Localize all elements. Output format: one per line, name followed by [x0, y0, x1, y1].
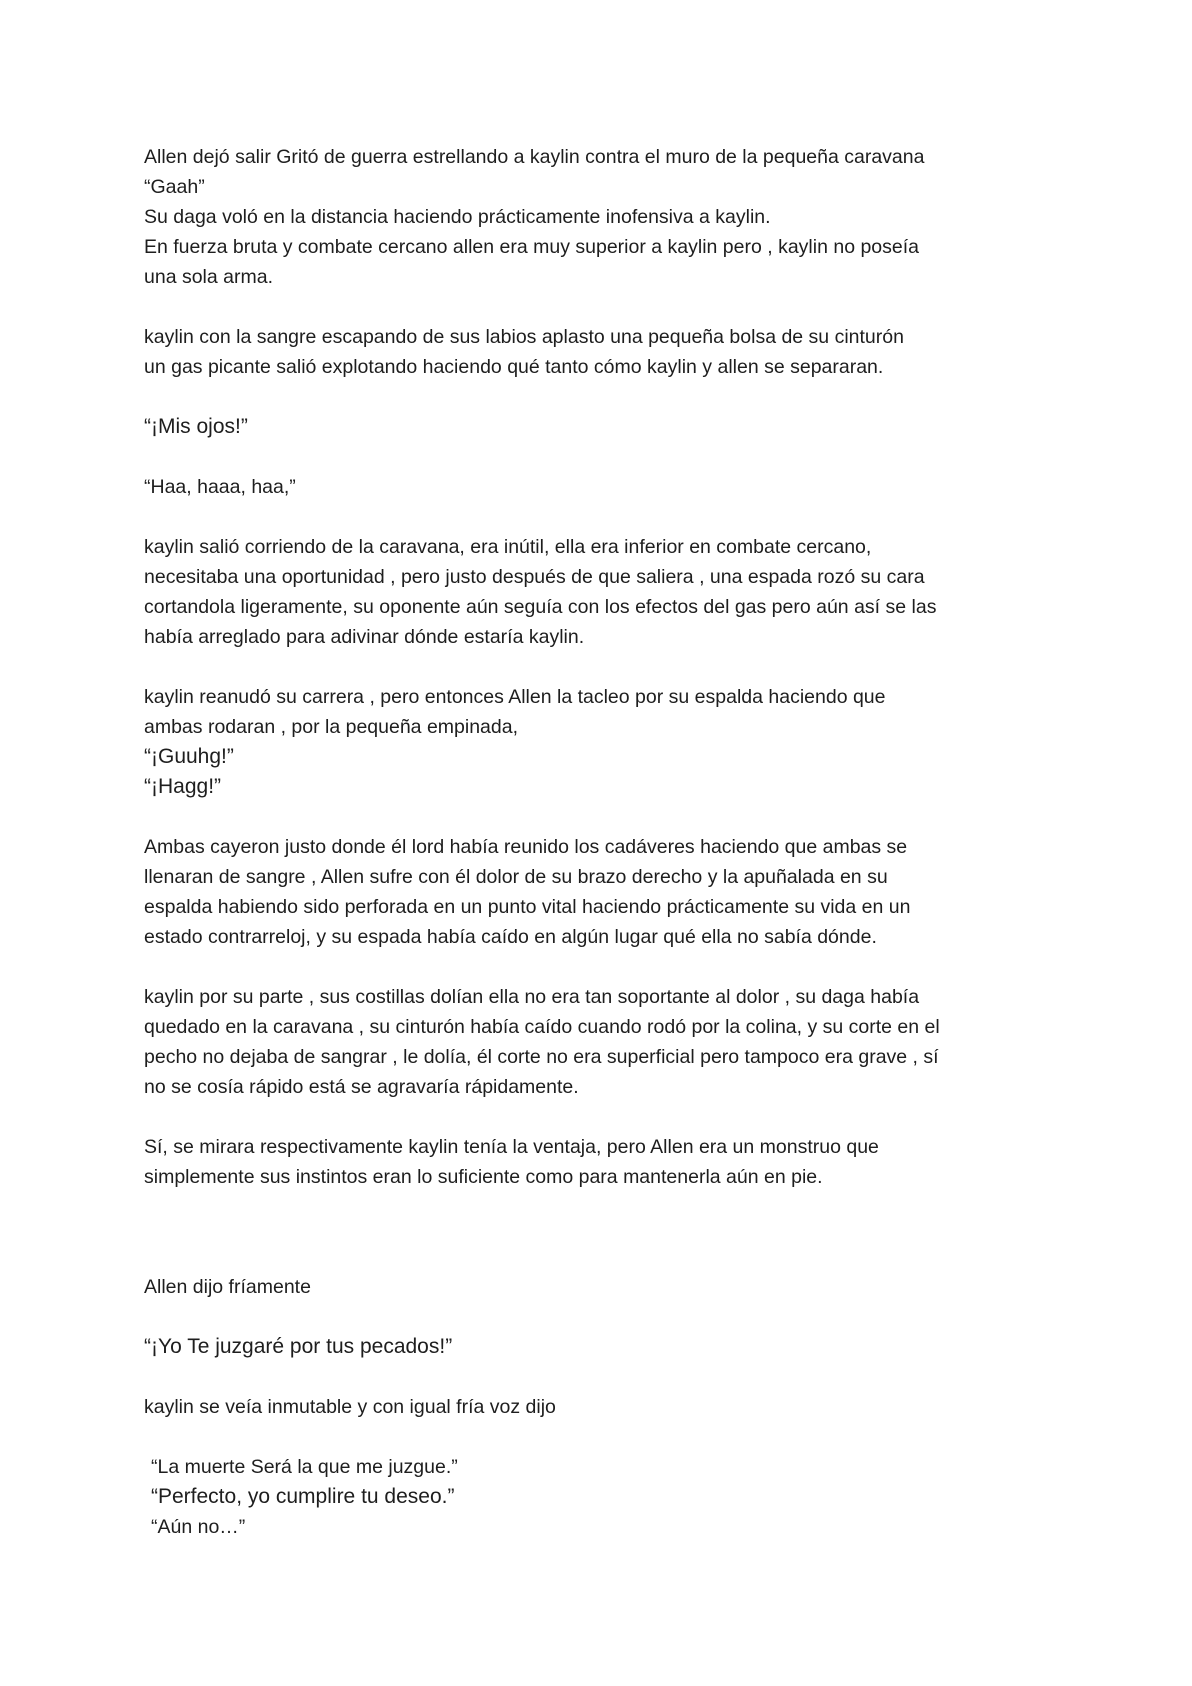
dialogue-line: “¡Hagg!” — [144, 775, 222, 798]
dialogue-line: “Aún no…” — [151, 1516, 246, 1538]
paragraph — [144, 322, 1074, 382]
text-line: Allen dijo fríamente — [144, 1276, 311, 1298]
paragraph-spacer — [144, 1362, 1074, 1392]
dialogue-line: “Perfecto, yo cumplire tu deseo.” — [151, 1485, 455, 1508]
paragraph — [144, 142, 1074, 292]
paragraph-spacer — [144, 1242, 1074, 1272]
paragraph-spacer — [144, 1302, 1074, 1332]
paragraph-spacer — [144, 292, 1074, 322]
text-line: necesitaba una oportunidad , pero justo después de que saliera , una espada rozó su cara — [144, 566, 925, 588]
paragraph-spacer — [144, 1192, 1074, 1242]
text-line: En fuerza bruta y combate cercano allen era muy superior a kaylin pero , kaylin no poseía — [144, 236, 920, 258]
paragraph — [144, 1332, 1074, 1362]
text-line: kaylin por su parte , sus costillas dolían ella no era tan soportante al dolor , su daga había — [144, 986, 920, 1008]
dialogue-line: “Haa, haaa, haa,” — [144, 476, 296, 498]
text-line: espalda habiendo sido perforada en un punto vital haciendo prácticamente su vida en un — [144, 896, 911, 918]
text-line: kaylin reanudó su carrera , pero entonces Allen la tacleo por su espalda haciendo que — [144, 686, 886, 708]
dialogue-line: “¡Guuhg!” — [144, 745, 234, 768]
paragraph — [144, 982, 1074, 1102]
dialogue-line: “La muerte Será la que me juzgue.” — [151, 1456, 458, 1478]
text-line: kaylin con la sangre escapando de sus labios aplasto una pequeña bolsa de su cinturón — [144, 326, 904, 348]
text-line: Ambas cayeron justo donde él lord había reunido los cadáveres haciendo que ambas se — [144, 836, 908, 858]
paragraph — [144, 1132, 1074, 1192]
dialogue-line: “¡Mis ojos!” — [144, 415, 248, 438]
text-line: llenaran de sangre , Allen sufre con él dolor de su brazo derecho y la apuñalada en su — [144, 866, 888, 888]
text-line: Su daga voló en la distancia haciendo prácticamente inofensiva a kaylin. — [144, 206, 771, 228]
paragraph — [144, 1272, 1074, 1302]
paragraph — [144, 1392, 1074, 1422]
text-line: cortandola ligeramente, su oponente aún seguía con los efectos del gas pero aún así se las — [144, 596, 937, 618]
paragraph-spacer — [144, 382, 1074, 412]
paragraph-spacer — [144, 1422, 1074, 1452]
paragraph-spacer — [144, 442, 1074, 472]
text-line: kaylin salió corriendo de la caravana, era inútil, ella era inferior en combate cercano, — [144, 536, 872, 558]
dialogue-line: “Gaah” — [144, 176, 205, 198]
text-line: Sí, se mirara respectivamente kaylin tenía la ventaja, pero Allen era un monstruo que — [144, 1136, 879, 1158]
text-line: ambas rodaran , por la pequeña empinada, — [144, 716, 519, 738]
document-body — [144, 142, 1074, 1542]
paragraph-spacer — [144, 652, 1074, 682]
paragraph — [144, 832, 1074, 952]
paragraph — [144, 412, 1074, 442]
text-line: pecho no dejaba de sangrar , le dolía, él corte no era superficial pero tampoco era grave , sí — [144, 1046, 939, 1068]
paragraph-spacer — [144, 802, 1074, 832]
dialogue-line: “¡Yo Te juzgaré por tus pecados!” — [144, 1335, 453, 1358]
paragraph — [144, 532, 1074, 652]
text-line: un gas picante salió explotando haciendo qué tanto cómo kaylin y allen se separaran. — [144, 356, 884, 378]
text-line: estado contrarreloj, y su espada había caído en algún lugar qué ella no sabía dónde. — [144, 926, 877, 948]
text-line: kaylin se veía inmutable y con igual fría voz dijo — [144, 1396, 556, 1418]
paragraph — [144, 1452, 1074, 1542]
text-line: había arreglado para adivinar dónde estaría kaylin. — [144, 626, 585, 648]
paragraph — [144, 682, 1074, 802]
paragraph-spacer — [144, 502, 1074, 532]
paragraph-spacer — [144, 952, 1074, 982]
paragraph — [144, 472, 1074, 502]
text-line: no se cosía rápido está se agravaría rápidamente. — [144, 1076, 579, 1098]
text-line: una sola arma. — [144, 266, 273, 288]
paragraph-spacer — [144, 1102, 1074, 1132]
text-line: Allen dejó salir Gritó de guerra estrellando a kaylin contra el muro de la pequeña caravana — [144, 146, 925, 168]
text-line: simplemente sus instintos eran lo suficiente como para mantenerla aún en pie. — [144, 1166, 823, 1188]
text-line: quedado en la caravana , su cinturón había caído cuando rodó por la colina, y su corte en el — [144, 1016, 940, 1038]
